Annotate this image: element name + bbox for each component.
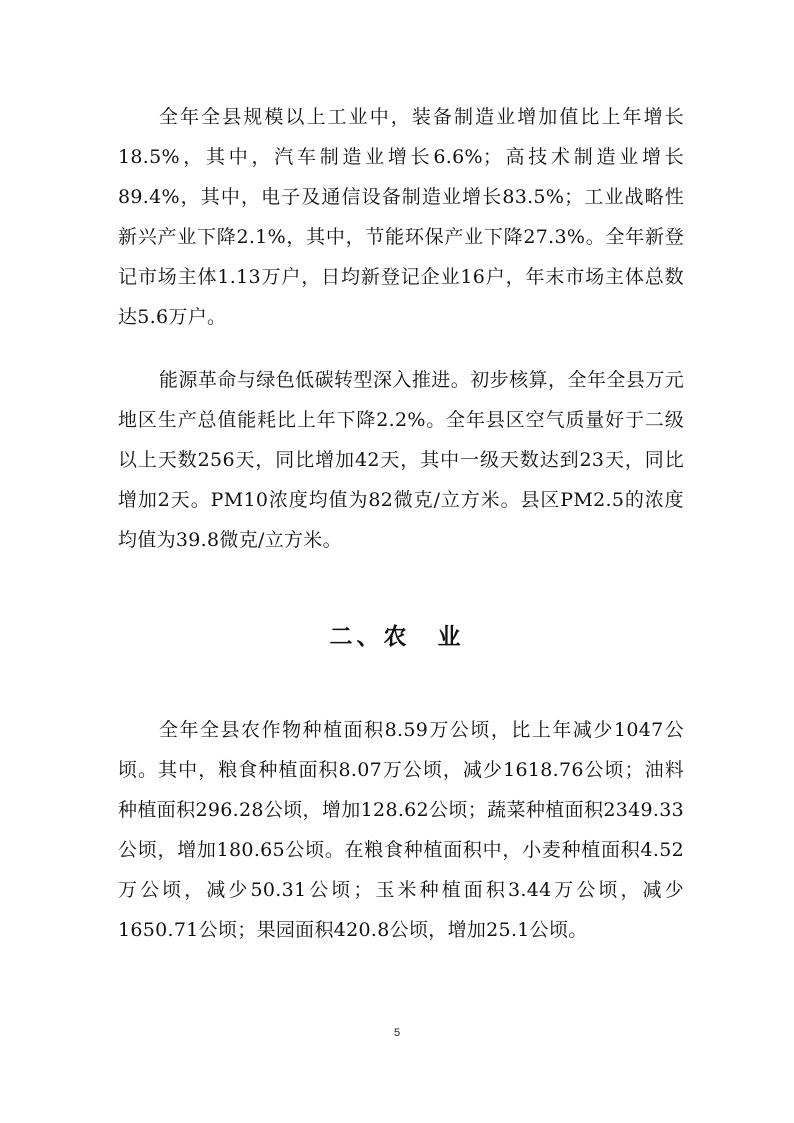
page-number: 5 [393, 1027, 401, 1039]
section-heading: 二、农 业 [329, 624, 465, 650]
energy-paragraph: 能源革命与绿色低碳转型深入推进。初步核算，全年全县万元地区生产总值能耗比上年下降2.2%。全年县区空气质量好于二级以上天数256天，同比增加42天，其中一级天数达到23天，同比增加2天。PM10浓度均值为82微克/立方米。县区PM2.5的浓度均值为39.8微克/立方米。 [118, 369, 684, 551]
industry-paragraph: 全年全县规模以上工业中，装备制造业增加值比上年增长18.5%，其中，汽车制造业增长6.6%；高技术制造业增长89.4%，其中，电子及通信设备制造业增长83.5%；工业战略性新兴产业下降2.1%，其中，节能环保产业下降27.3%。全年新登记市场主体1.13万户，日均新登记企业16户，年末市场主体总数达5.6万户。 [118, 106, 684, 328]
agriculture-paragraph: 全年全县农作物种植面积8.59万公顷，比上年减少1047公顷。其中，粮食种植面积8.07万公顷，减少1618.76公顷；油料种植面积296.28公顷，增加128.62公顷；蔬菜种植面积2349.33公顷，增加180.65公顷。在粮食种植面积中，小麦种植面积4.52万公顷，减少50.31公顷；玉米种植面积3.44万公顷，减少1650.71公顷；果园面积420.8公顷，增加25.1公顷。 [118, 719, 684, 941]
